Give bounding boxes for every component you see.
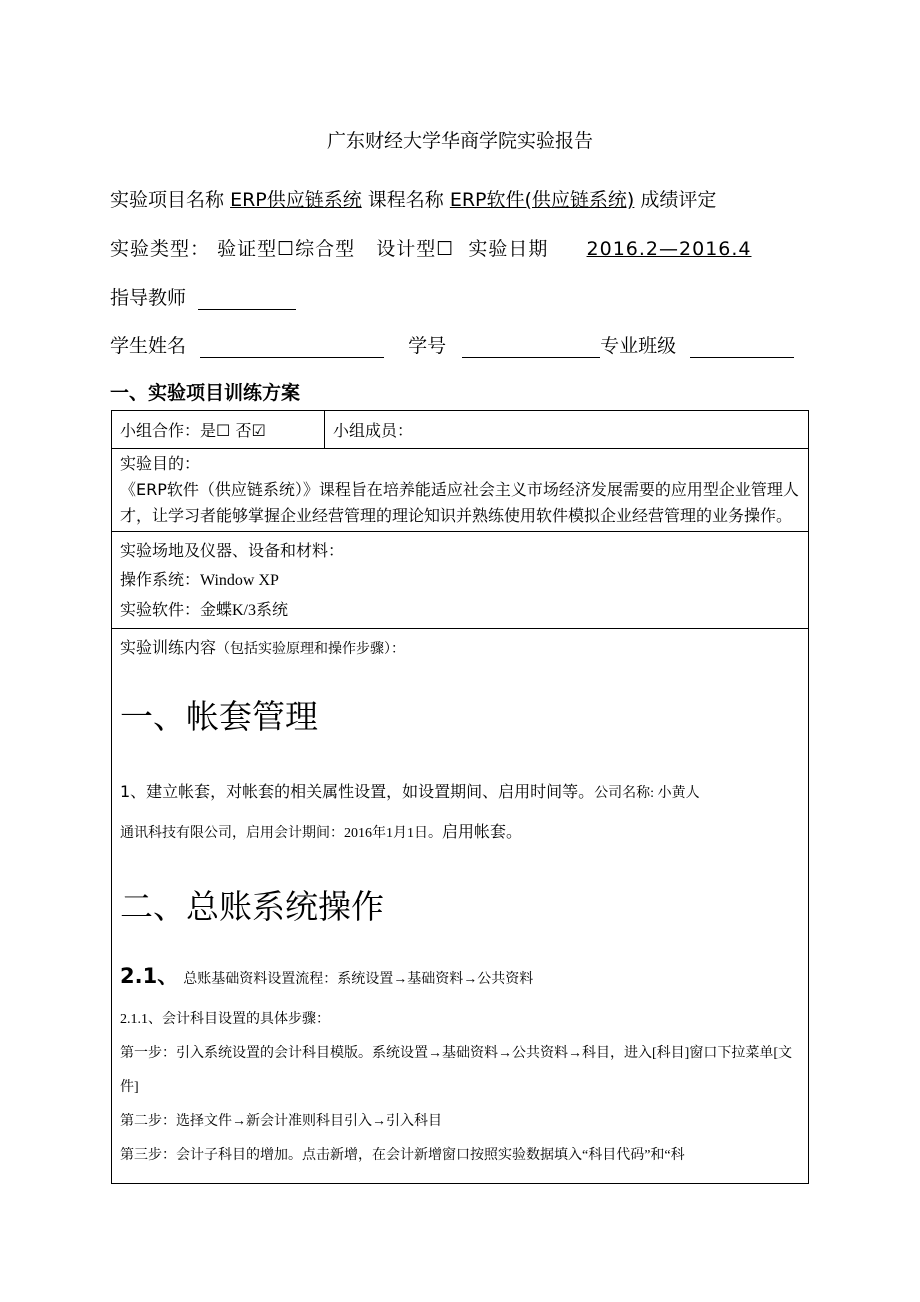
content-note: （包括实验原理和操作步骤）：	[216, 642, 406, 657]
group-no: 否	[235, 421, 252, 440]
os-line: 操作系统：Window XP	[120, 572, 279, 589]
type-label: 实验类型：	[110, 238, 211, 260]
section-2-1-number: 2.1、	[120, 964, 179, 988]
section-heading: 一、实验项目训练方案	[110, 382, 301, 404]
account-text-2: 公司名称: 小黄人	[594, 786, 700, 801]
type-design: 设计型	[376, 238, 437, 260]
teacher-blank	[198, 289, 296, 310]
purpose-title: 实验目的：	[120, 454, 201, 473]
class-blank	[690, 337, 794, 358]
teacher-line	[110, 283, 296, 310]
type-line	[110, 234, 752, 261]
ledger-heading: 二、总账系统操作	[120, 887, 384, 926]
type-combined: 综合型	[295, 238, 356, 260]
step-2: 第二步：选择文件→新会计准则科目引入→引入科目	[120, 1114, 442, 1129]
venue-title: 实验场地及仪器、设备和材料：	[120, 541, 345, 560]
grade-label: 成绩评定	[640, 189, 717, 211]
section-2-1-text: 总账基础资料设置流程：系统设置→基础资料→公共资料	[183, 972, 534, 987]
section-2-1-1: 2.1.1、会计科目设置的具体步骤：	[120, 1012, 330, 1027]
teacher-label: 指导教师	[110, 287, 187, 309]
checkbox-empty-icon: ☐	[216, 421, 231, 440]
student-name-blank	[200, 337, 384, 358]
student-id-label: 学号	[408, 335, 447, 357]
software-line: 实验软件：金蝶K/3系统	[120, 602, 289, 619]
content-label: 实验训练内容	[120, 638, 217, 657]
class-label: 专业班级	[600, 335, 677, 357]
type-verify: 验证型	[217, 238, 278, 260]
step-3: 第三步：会计子科目的增加。点击新增，在会计新增窗口按照实验数据填入“科目代码”和“科	[120, 1148, 685, 1163]
purpose-body: 《ERP软件（供应链系统）》课程旨在培养能适应社会主义市场经济发展需要的应用型企业管理人才，让学习者能够掌握企业经营管理的理论知识并熟练使用软件模拟企业经营管理的业务操作。	[120, 480, 799, 525]
plan-table	[111, 410, 809, 1184]
venue-cell	[112, 532, 809, 629]
section-2-1	[120, 963, 800, 993]
account-text-3: 通讯科技有限公司，启用会计期间：2016年1月1日。	[120, 826, 442, 841]
course-label: 课程名称	[367, 189, 444, 211]
purpose-cell	[112, 449, 809, 532]
checkbox-empty-icon: ☐	[436, 238, 455, 260]
project-label: 实验项目名称	[110, 189, 225, 211]
student-name-label: 学生姓名	[110, 335, 187, 357]
course-value: ERP软件(供应链系统)	[449, 189, 635, 211]
group-label: 小组合作：是	[120, 421, 217, 440]
members-cell	[325, 411, 809, 449]
date-label: 实验日期	[468, 238, 549, 260]
account-heading: 一、帐套管理	[120, 697, 318, 736]
date-value: 2016.2—2016.4	[586, 238, 752, 260]
content-cell	[112, 629, 809, 1184]
student-id-blank	[462, 337, 600, 358]
project-value: ERP供应链系统	[230, 189, 362, 211]
report-title: 广东财经大学华商学院实验报告	[326, 130, 593, 152]
group-cell	[112, 411, 325, 449]
account-text-1: 1、建立帐套，对帐套的相关属性设置，如设置期间、启用时间等。	[120, 782, 595, 801]
step-1: 第一步：引入系统设置的会计科目模版。系统设置→基础资料→公共资料→科目，进入[科目]窗口下拉菜单[文件]	[120, 1046, 792, 1095]
account-paragraph	[120, 773, 800, 853]
checkbox-empty-icon: ☐	[277, 238, 296, 260]
members-label: 小组成员：	[333, 421, 414, 440]
account-text-4: 启用帐套。	[442, 822, 523, 841]
project-line	[110, 185, 716, 212]
student-line	[110, 331, 794, 358]
checkbox-checked-icon: ☑	[251, 421, 266, 440]
